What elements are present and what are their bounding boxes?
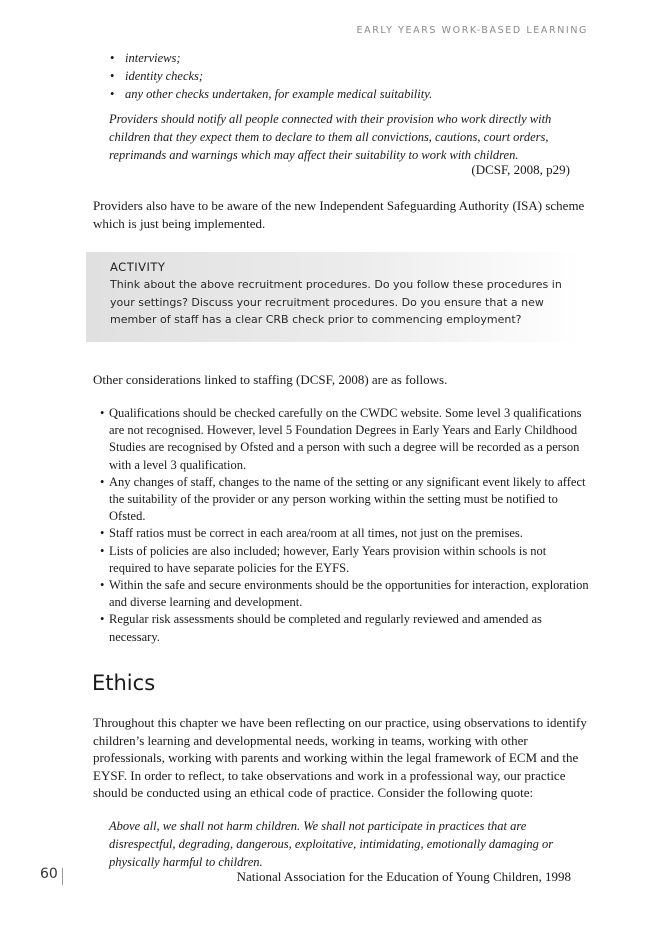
list-item: • Staff ratios must be correct in each area/room at all times, not just on the premises. [100, 525, 590, 542]
activity-title: ACTIVITY [110, 260, 166, 274]
ethics-paragraph: Throughout this chapter we have been reflecting on our practice, using observations to identify children’s learning and developmental needs, working in teams, working with other professionals, working with parents and working within the legal framework of ECM and the EYSF. In order to reflect, to take observations and work in a professional way, our practice should be conducted using an ethical code of practice. Consider the following quote: [93, 715, 587, 800]
list-item: • Any changes of staff, changes to the name of the setting or any significant event likely to affect the suitability of the provider or any person working within the setting must be notified to Ofsted. [100, 474, 590, 526]
activity-text: Think about the above recruitment procedures. Do you follow these procedures in your settings? Discuss your recruitment procedures. Do you ensure that a new member of staff has a clear CRB check prior to commencing employment? [110, 278, 562, 326]
quote-bullet-list [108, 49, 432, 103]
section-heading: Ethics [92, 671, 156, 695]
ethics-quote: Above all, we shall not harm children. We shall not participate in practices that are disrespectful, degrading, dangerous, exploitative, intimidating, emotionally damaging or physically harmful to children. [109, 819, 554, 869]
list-item: • interviews; [108, 49, 432, 67]
list-item: • Qualifications should be checked carefully on the CWDC website. Some level 3 qualifications are not recognised. However, level 5 Foundation Degrees in Early Years and Early Childhood Studies are recognised by Ofsted and a person with such a degree will be recorded as a person with a level 3 qualification. [100, 405, 590, 474]
list-item: • any other checks undertaken, for example medical suitability. [108, 85, 432, 103]
considerations-intro: Other considerations linked to staffing (DCSF, 2008) are as follows. [93, 372, 448, 387]
list-item: • Regular risk assessments should be completed and regularly reviewed and amended as necessary. [100, 611, 590, 645]
list-item: • Lists of policies are also included; however, Early Years provision within schools is not required to have separate policies for the EYFS. [100, 543, 590, 577]
list-item: • Within the safe and secure environments should be the opportunities for interaction, exploration and diverse learning and development. [100, 577, 590, 611]
block-quote: Providers should notify all people connected with their provision who work directly with children that they expect them to declare to them all convictions, cautions, court orders, reprimands and warnings which may affect their suitability to work with children. [109, 112, 552, 162]
activity-box [86, 252, 580, 342]
list-item: • identity checks; [108, 67, 432, 85]
considerations-list [100, 405, 590, 646]
isa-paragraph: Providers also have to be aware of the new Independent Safeguarding Authority (ISA) scheme which is just being implemented. [93, 198, 585, 231]
page-number-divider [62, 868, 63, 885]
quote-attribution: National Association for the Education of Young Children, 1998 [236, 869, 571, 884]
page-number: 60 [40, 866, 58, 882]
quote-citation: (DCSF, 2008, p29) [471, 162, 570, 177]
running-header: EARLY YEARS WORK-BASED LEARNING [356, 25, 588, 36]
